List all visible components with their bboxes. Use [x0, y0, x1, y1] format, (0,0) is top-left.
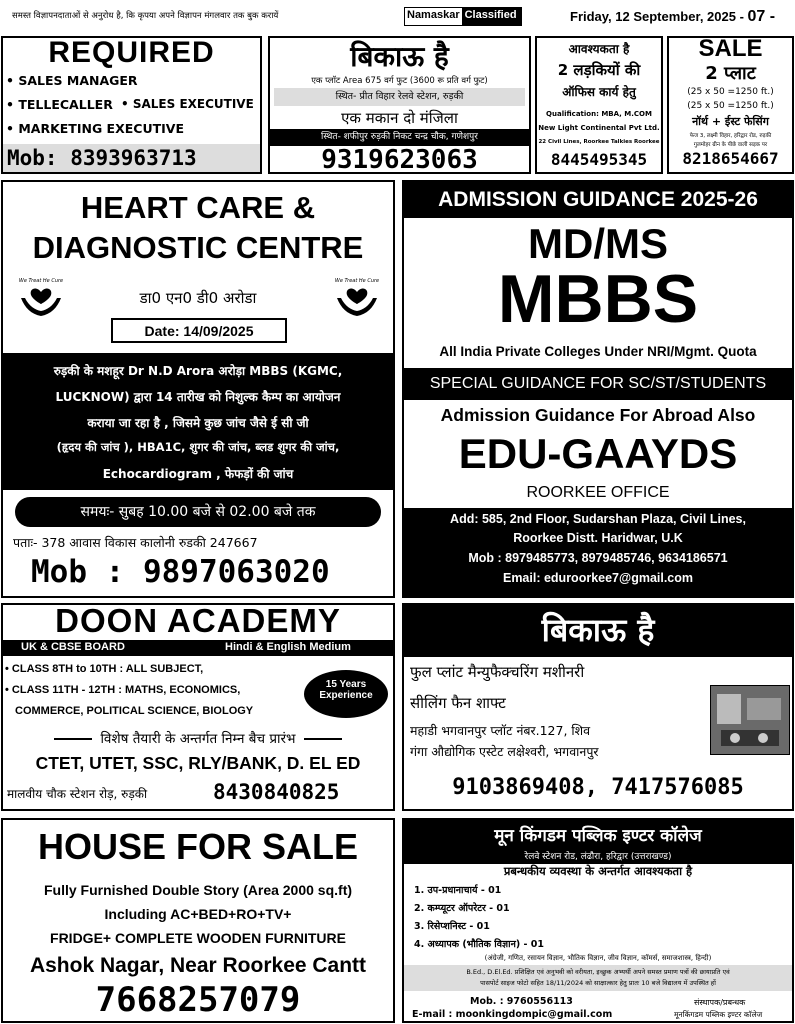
admission-add1: Add: 585, 2nd Floor, Sudarshan Plaza, Civil Lines, — [450, 512, 746, 526]
sale-plot-line3: एक मकान दो मंजिला — [341, 109, 458, 127]
page-number: 07 - — [747, 8, 776, 25]
factory-machine-icon — [711, 686, 789, 754]
school-need: प्रबन्धकीय व्यवस्था के अन्तर्गत आवश्यकता है — [503, 864, 693, 878]
date-text: Friday, 12 September, 2025 - — [570, 9, 744, 24]
office-address: 22 Civil Lines, Roorkee Talkies Roorkee — [538, 139, 660, 145]
school-post-2: 2. कम्प्यूटर ऑपरेटर - 01 — [414, 903, 510, 914]
sale-plot-phone: 9319623063 — [321, 145, 478, 174]
sale-plot-line1: एक प्लॉट Area 675 वर्ग फुट (3600 रू प्रति वर्ग फुट) — [311, 76, 488, 86]
brand-part2: Classified — [462, 8, 521, 25]
required-title: REQUIRED — [48, 36, 215, 69]
heart-body-line2: LUCKNOW) द्वारा 14 तारीख को निशुल्क कैम्प का आयोजन — [55, 390, 341, 404]
doon-exp1: 15 Years — [325, 679, 367, 690]
school-header — [404, 820, 792, 864]
admission-email: Email: eduroorkee7@gmail.com — [502, 571, 694, 585]
machinery-title: बिकाऊ है — [404, 605, 792, 657]
school-sign2: मूनकिंगडम पब्लिक इण्टर कॉलेज — [674, 1010, 763, 1019]
page-header — [0, 0, 795, 32]
doon-class-2: • CLASS 11TH - 12TH : MATHS, ECONOMICS, — [5, 684, 241, 696]
heart-body-line1: रुड़की के मशहूर Dr N.D Arora अरोड़ा MBBS (KGMC, — [53, 364, 343, 378]
machinery-phone: 9103869408, 7417576085 — [452, 775, 744, 800]
brand-logo — [404, 7, 522, 26]
school-subjects: (अंग्रेजी, गणित, रसायन विज्ञान, भौतिक विज्ञान, जीव विज्ञान, कॉमर्स, समाजशास्त्र, हिन्दी) — [484, 954, 712, 962]
school-mob: Mob. : 9760556113 — [470, 996, 573, 1007]
machinery-line2: सीलिंग फैन शाफ्ट — [410, 694, 506, 712]
required-item-3: • SALES EXECUTIVE — [121, 97, 254, 111]
machinery-line3: महाडी भगवानपुर प्लॉट नंबर.127, शिव — [410, 723, 591, 738]
house-line2: Including AC+BED+RO+TV+ — [104, 906, 292, 922]
doon-batch — [3, 729, 393, 747]
ad-house-for-sale — [1, 818, 395, 1023]
doon-exp2: Experience — [319, 690, 373, 701]
heart-doctor: डा0 एन0 डी0 अरोडा — [139, 289, 257, 307]
ad-doon-academy — [1, 603, 395, 811]
sale2-title: SALE — [698, 36, 763, 62]
doon-phone: 8430840825 — [213, 780, 340, 804]
required-item-2: • TELLECALLER — [6, 97, 113, 112]
doon-exams: CTET, UTET, SSC, RLY/BANK, D. EL ED — [35, 753, 361, 773]
ad-sale-plot — [268, 36, 531, 174]
office-line1: 2 लड़कियों की — [557, 61, 641, 79]
sale2-facing: नॉर्थ + ईस्ट फेसिंग — [692, 115, 769, 128]
house-line3: FRIDGE+ COMPLETE WOODEN FURNITURE — [50, 930, 346, 946]
ad-required — [1, 36, 262, 174]
office-title: आवश्यकता है — [568, 42, 630, 56]
school-note2: पासपोर्ट साइज फोटो सहित 18/11/2024 को साक्षात्कार हेतु प्रातः 10 बजे विद्यालय में उपस्थित हों — [480, 979, 716, 987]
house-phone: 7668257079 — [95, 980, 301, 1020]
house-location: Ashok Nagar, Near Roorkee Cantt — [29, 954, 367, 977]
doon-board: UK & CBSE BOARD — [21, 641, 125, 653]
house-line1: Fully Furnished Double Story (Area 2000 sq.ft) — [43, 882, 353, 898]
heart-date: Date: 14/09/2025 — [111, 318, 287, 343]
admission-office: ROORKEE OFFICE — [526, 484, 670, 501]
school-title: मून किंगडम पब्लिक इण्टर कॉलेज — [494, 826, 702, 846]
doon-board-bar — [3, 640, 393, 656]
doon-experience-badge — [304, 670, 388, 718]
sale-plot-line4: स्थित- शफीपुर रुड़की निकट चन्द्र चौक, गणेशपुर — [270, 129, 529, 146]
admission-contact — [404, 508, 792, 596]
admission-mob: Mob : 8979485773, 8979485746, 9634186571 — [468, 551, 728, 565]
admission-colleges: All India Private Colleges Under NRI/Mgmt. Quota — [439, 344, 757, 359]
doon-class-1: • CLASS 8TH to 10TH : ALL SUBJECT, — [5, 663, 204, 675]
heart-body-line4: (हृदय की जांच ), HBA1C, शुगर की जांच, ब्लड शुगर की जांच, — [56, 440, 340, 454]
sale2-size2: (25 x 50 =1250 ft.) — [687, 101, 774, 111]
admission-mbbs: MBBS — [497, 261, 699, 337]
doon-batch-text: विशेष तैयारी के अन्तर्गत निम्न बैच प्रारंभ — [100, 731, 296, 747]
heart-body-line5: Echocardiogram , फेफड़ों की जांच — [102, 467, 294, 481]
sale2-subtitle: 2 प्लाट — [705, 63, 756, 84]
school-note1: B.Ed., D.El.Ed. प्रशिक्षित एवं अनुभवी को वरीयता, इच्छुक अभ्यर्थी अपने समस्त प्रमाण पत्रों की छायाप्रति एवं — [466, 968, 730, 976]
house-title: HOUSE FOR SALE — [37, 826, 359, 867]
office-qual: Qualification: MBA, M.COM — [546, 110, 652, 118]
header-date — [570, 8, 775, 26]
doon-class-3: COMMERCE, POLITICAL SCIENCE, BIOLOGY — [15, 705, 254, 717]
heart-time: समयः- सुबह 10.00 बजे से 02.00 बजे तक — [15, 497, 381, 527]
machinery-line1: फुल प्लांट मैन्युफैक्चरिंग मशीनरी — [410, 663, 585, 681]
school-email: E-mail : moonkingdompic@gmail.com — [412, 1009, 613, 1020]
ad-admission — [402, 180, 794, 598]
office-line2: ऑफिस कार्य हेतु — [562, 85, 636, 99]
heart-body-line3: कराया जा रहा है , जिसमे कुछ जांच जैसे ई सी जी — [87, 416, 309, 430]
doon-medium: Hindi & English Medium — [225, 641, 351, 653]
school-address: रेलवे स्टेशन रोड, लंढौरा, हरिद्वार (उत्तराखण्ड) — [524, 852, 672, 862]
required-item-1: • SALES MANAGER — [6, 73, 138, 88]
ad-heart-care — [1, 180, 395, 598]
sale2-size1: (25 x 50 =1250 ft.) — [687, 87, 774, 97]
admission-brand: EDU-GAAYDS — [458, 430, 738, 477]
header-notice: समस्त विज्ञापनदाताओं से अनुरोध है, कि कृपया अपने विज्ञापन मंगलवार तक बुक करायें — [12, 11, 279, 21]
sale2-address1: फेज 3, लक्ष्मी विहार, हरिद्वार रोड, रुड़की — [689, 133, 772, 139]
doon-address: मालवीय चौक स्टेशन रोड़, रुड़की — [7, 787, 148, 801]
heart-body — [3, 353, 393, 490]
ad-sale-2plot — [667, 36, 794, 174]
office-company: New Light Continental Pvt Ltd. — [538, 124, 660, 132]
heart-mob: Mob : 9897063020 — [31, 554, 330, 590]
logo-text-right: We Treat He Cure — [334, 278, 380, 284]
ad-school — [402, 818, 794, 1023]
machinery-photo — [710, 685, 790, 755]
sale2-phone: 8218654667 — [682, 149, 779, 168]
admission-mdms: MD/MS — [528, 220, 668, 267]
machinery-line4: गंगा औद्योगिक एस्टेट लक्षेश्वरी, भगवानपुर — [410, 744, 599, 759]
school-post-3: 3. रिसेप्शनिस्ट - 01 — [414, 921, 490, 932]
office-phone: 8445495345 — [550, 150, 648, 169]
required-mob: Mob: 8393963713 — [3, 144, 260, 172]
required-item-4: • MARKETING EXECUTIVE — [6, 121, 184, 136]
school-sign1: संस्थापक/प्रबन्धक — [694, 998, 746, 1007]
divider-line — [54, 738, 92, 740]
divider-line — [304, 738, 342, 740]
logo-text: We Treat He Cure — [18, 278, 64, 284]
sale-plot-title: बिकाऊ है — [350, 40, 449, 73]
school-note — [404, 965, 792, 991]
school-post-4: 4. अध्यापक (भौतिक विज्ञान) - 01 — [414, 939, 544, 950]
ad-machinery — [402, 603, 794, 811]
sale-plot-line2: स्थित- प्रीत विहार रेलवे स्टेशन, रुड़की — [274, 88, 525, 106]
heart-title1: HEART CARE & — [80, 190, 316, 225]
ad-office — [535, 36, 663, 174]
admission-special: SPECIAL GUIDANCE FOR SC/ST/STUDENTS — [404, 368, 792, 400]
heart-address: पताः- 378 आवास विकास कालोनी रुडकी 247667 — [13, 535, 258, 550]
admission-header: ADMISSION GUIDANCE 2025-26 — [404, 182, 792, 218]
brand-part1: Namaskar — [405, 8, 462, 25]
doon-title: DOON ACADEMY — [55, 603, 341, 639]
sale2-address2: गुलमोहर ग्रीन के पीछे वाली सड़क पर — [693, 142, 768, 148]
admission-add2: Roorkee Distt. Haridwar, U.K — [513, 531, 683, 545]
school-post-1: 1. उप-प्रधानाचार्य - 01 — [414, 885, 502, 896]
admission-abroad: Admission Guidance For Abroad Also — [440, 405, 756, 425]
heart-title2: DIAGNOSTIC CENTRE — [32, 230, 364, 265]
